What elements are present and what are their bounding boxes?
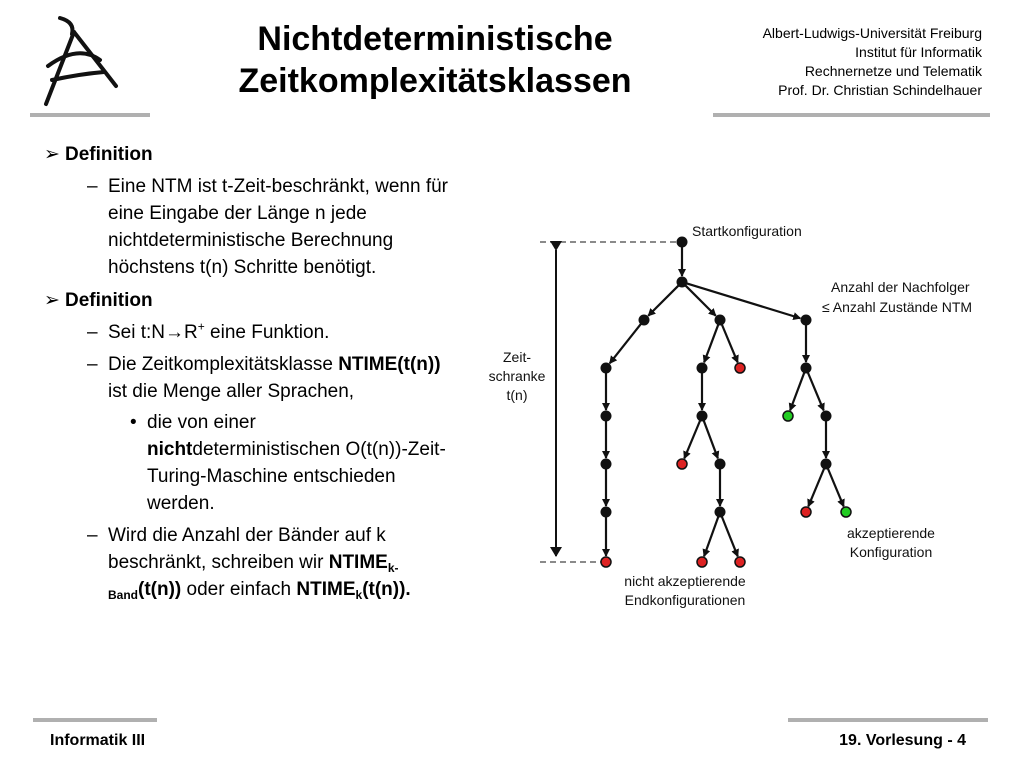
footer-divider-left — [33, 718, 157, 722]
rejecting-end-node — [801, 507, 811, 517]
slide-content — [44, 139, 454, 603]
configuration-node — [601, 459, 612, 470]
rejecting-end-node — [735, 363, 745, 373]
label-accepting-2: Konfiguration — [849, 544, 933, 560]
configuration-node — [801, 315, 812, 326]
configuration-node — [601, 411, 612, 422]
label-time-bound-1: Zeit- — [503, 349, 531, 365]
computation-tree-diagram — [470, 205, 990, 625]
affiliation-group: Rechnernetze und Telematik — [804, 63, 982, 79]
configuration-node — [601, 507, 612, 518]
rejecting-end-node — [601, 557, 611, 567]
tree-nodes — [601, 237, 852, 568]
affiliation-professor: Prof. Dr. Christian Schindelhauer — [778, 82, 982, 98]
tree-edge — [808, 469, 824, 507]
label-successor-count: Anzahl der Nachfolger — [831, 279, 970, 295]
tree-edge — [704, 421, 718, 459]
affiliation — [682, 24, 982, 100]
configuration-node — [697, 411, 708, 422]
tree-edge — [704, 517, 718, 557]
title-line-1: Nichtdeterministische — [257, 20, 613, 58]
tree-edge — [704, 325, 718, 363]
page-title — [180, 18, 690, 102]
tree-edge — [828, 469, 844, 507]
tree-edge — [687, 283, 800, 318]
label-rejecting-1: nicht akzeptierende — [624, 573, 746, 589]
configuration-node — [639, 315, 650, 326]
title-line-2: Zeitkomplexitätsklassen — [238, 62, 632, 100]
definition-1-text: – Eine NTM ist t-Zeit-beschränkt, wenn für eine Eingabe der Länge n jede nichtdeterministische Berechnung höchstens t(n) Schritte benötigt. — [44, 173, 454, 281]
arrow-symbol: → — [165, 322, 185, 343]
label-rejecting-2: Endkonfigurationen — [624, 592, 746, 608]
configuration-node — [715, 507, 726, 518]
configuration-node — [601, 363, 612, 374]
rejecting-end-node — [735, 557, 745, 567]
accepting-node — [783, 411, 793, 421]
tree-edge — [684, 421, 700, 459]
label-successor-bound: ≤ Anzahl Zustände NTM — [822, 299, 973, 315]
tree-edge — [790, 373, 804, 411]
footer-course: Informatik III — [50, 732, 146, 749]
tree-edge — [722, 325, 738, 363]
header-divider-right — [713, 113, 990, 117]
footer-lecture: 19. Vorlesung - 4 — [839, 732, 966, 749]
definition-2-subitem: • die von einer nichtdeterministischen O(t(n))-Zeit-Turing-Maschine entschieden werden. — [44, 409, 454, 517]
tree-edge — [610, 324, 641, 363]
dot-marker: • — [130, 412, 137, 433]
definition-heading-1: ➢ Definition — [44, 141, 454, 168]
header-divider-left — [30, 113, 150, 117]
label-time-bound-3: t(n) — [506, 387, 528, 403]
arrow-bullet-icon: ➢ — [44, 144, 60, 165]
footer-divider-right — [788, 718, 988, 722]
label-accepting-1: akzeptierende — [847, 525, 935, 541]
university-logo — [30, 14, 130, 110]
configuration-node — [677, 277, 688, 288]
configuration-node — [715, 459, 726, 470]
configuration-node — [801, 363, 812, 374]
definition-2-item-function: – Sei t:N→R+ eine Funktion. — [44, 319, 454, 346]
configuration-node — [821, 459, 832, 470]
arrow-bullet-icon: ➢ — [44, 290, 60, 311]
dash-marker: – — [87, 354, 98, 375]
configuration-node — [715, 315, 726, 326]
label-start-configuration: Startkonfiguration — [692, 223, 802, 239]
affiliation-institute: Institut für Informatik — [855, 44, 982, 60]
label-time-bound-2: schranke — [488, 368, 546, 384]
accepting-node — [841, 507, 851, 517]
tree-edge — [808, 373, 824, 411]
rejecting-end-node — [697, 557, 707, 567]
configuration-node — [821, 411, 832, 422]
configuration-node — [697, 363, 708, 374]
definition-2-item-bands: – Wird die Anzahl der Bänder auf k beschränkt, schreiben wir $NTIME_{k-Band}(t(n))$ oder einfach $NTIME_k(t(n))$. — [44, 522, 454, 603]
dash-marker: – — [87, 176, 98, 197]
nicht-term: nicht — [147, 439, 193, 460]
dash-marker: – — [87, 322, 98, 343]
start-configuration-node — [677, 237, 688, 248]
definition-2-item-ntime: – Die Zeitkomplexitätsklasse NTIME(t(n)) ist die Menge aller Sprachen, — [44, 351, 454, 405]
dash-marker: – — [87, 525, 98, 546]
definition-heading-2: ➢ Definition — [44, 287, 454, 314]
affiliation-university: Albert-Ludwigs-Universität Freiburg — [762, 25, 982, 41]
tree-edge — [648, 286, 678, 316]
rejecting-end-node — [677, 459, 687, 469]
tree-edge — [722, 517, 738, 557]
ntime-term: NTIME(t(n)) — [338, 354, 441, 375]
